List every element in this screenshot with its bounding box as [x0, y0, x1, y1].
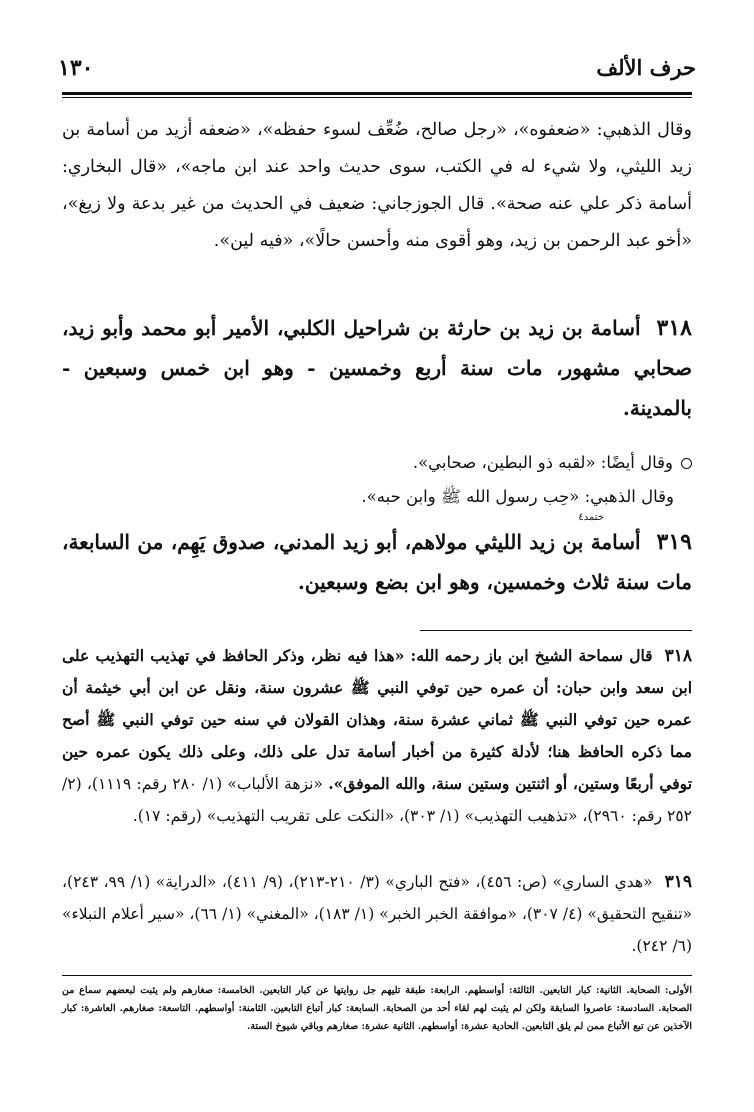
footnote-bold-text: قال سماحة الشيخ ابن باز رحمه الله: «هذا فيه نظر، وذكر الحافظ في تهذيب التهذيب على ابن سعد وابن حبان: أن عمره حين توفي النبي ﷺ عشرون سنة، ونقل عن ابن أبي خيثمة أن عمره حين توفي النبي ﷺ ثماني عشرة سنة، وهذان القولان في سنه حين توفي النبي ﷺ أصح مما ذكره الحافظ هنا؛ لأدلة كثيرة من أخبار أسامة تدل على ذلك، وعلى ذلك يكون عمره حين توفي أربعًا وستين، أو اثنتين وستين سنة، والله الموفق». — [62, 646, 693, 793]
footnote-318 — [62, 640, 692, 832]
legend-rule — [62, 975, 692, 976]
entry-text: أسامة بن زيد الليثي مولاهم، أبو زيد المدني، صدوق يَهِم، من السابعة، مات سنة ثلاث وخمسين، وهو ابن بضع وسبعين. — [62, 530, 692, 594]
page-header — [58, 55, 696, 95]
intro-paragraph: وقال الذهبي: «ضعفوه»، «رجل صالح، ضُعِّف لسوء حفظه»، «ضعفه أزيد من أسامة بن زيد الليثي، ولا شيء له في الكتب، سوى حديث واحد عند ابن ماجه»، «قال البخاري: أسامة ذكر علي عنه صحة». قال الجوزجاني: ضعيف في الحديث من غير بدعة ولا زيغ»، «أخو عبد الرحمن بن زيد، وهو أقوى منه وأحسن حالًا»، «فيه لين». — [62, 120, 692, 251]
note-318-b: وقال الذهبي: «حِب رسول الله ﷺ وابن حبه». — [361, 487, 674, 506]
footnote-refs: «نزهة الألباب» (١/ ٢٨٠ رقم: ١١١٩)، (٢/ ٢٥٢ رقم: ٢٩٦٠)، «تذهيب التهذيب» (١/ ٣٠٣)، «النكت على تقريب التهذيب» (رقم: ١٧). — [62, 775, 692, 825]
rumuz-319: ختمد٤ — [578, 512, 604, 523]
footnote-319 — [62, 866, 692, 962]
footnote-rule — [420, 630, 692, 631]
chapter-title: حرف الألف — [596, 55, 696, 80]
footnote-number: ٣١٩ — [664, 872, 692, 892]
tabaqat-legend: الأولى: الصحابة. الثانية: كبار التابعين. الثالثة: أواسطهم. الرابعة: طبقة تليهم جل روايتها عن كبار التابعين. الخامسة: صغارهم ولم يثبت لبعضهم سماع من الصحابة. السادسة: عاصروا السابقة ولكن لم يثبت لهم لقاء أحد من الصحابة. السابعة: كبار أتباع التابعين. الثامنة: أواسطهم. التاسعة: صغارهم. العاشرة: كبار الآخذين عن تبع الأتباع ممن لم يلق التابعين. الحادية عشرة: أواسطهم. الثانية عشرة: صغارهم وباقي شيوخ الستة. — [62, 985, 692, 1032]
header-rule-thick — [62, 92, 692, 95]
footnote-refs: «هدي الساري» (ص: ٤٥٦)، «فتح الباري» (٣/ ٢١٠-٢١٣)، (٩/ ٤١١)، «الدراية» (١/ ٩٩، ٢٤٣)، «تنقيح التحقيق» (٤/ ٣٠٧)، «موافقة الخبر الخبر» (١/ ١٨٣)، «المغني» (١/ ٦٦)، «سير أعلام النبلاء» (٦/ ٢٤٢). — [62, 873, 693, 955]
entry-number: ٣١٨ — [656, 315, 692, 341]
entry-number: ٣١٩ — [656, 529, 692, 555]
circle-marker-icon — [681, 458, 692, 469]
entry-text: أسامة بن زيد بن حارثة بن شراحيل الكلبي، الأمير أبو محمد وأبو زيد، صحابي مشهور، مات سنة أربع وخمسين - وهو ابن خمس وسبعين - بالمدينة. — [62, 316, 692, 420]
note-318-a: وقال أيضًا: «لقبه ذو البطين، صحابي». — [62, 446, 692, 480]
entry-319 — [62, 522, 692, 602]
entry-318 — [62, 308, 692, 428]
header-rule-thin — [62, 97, 692, 98]
footnote-number: ٣١٨ — [664, 646, 692, 666]
page-number: ١٣٠ — [58, 55, 94, 81]
